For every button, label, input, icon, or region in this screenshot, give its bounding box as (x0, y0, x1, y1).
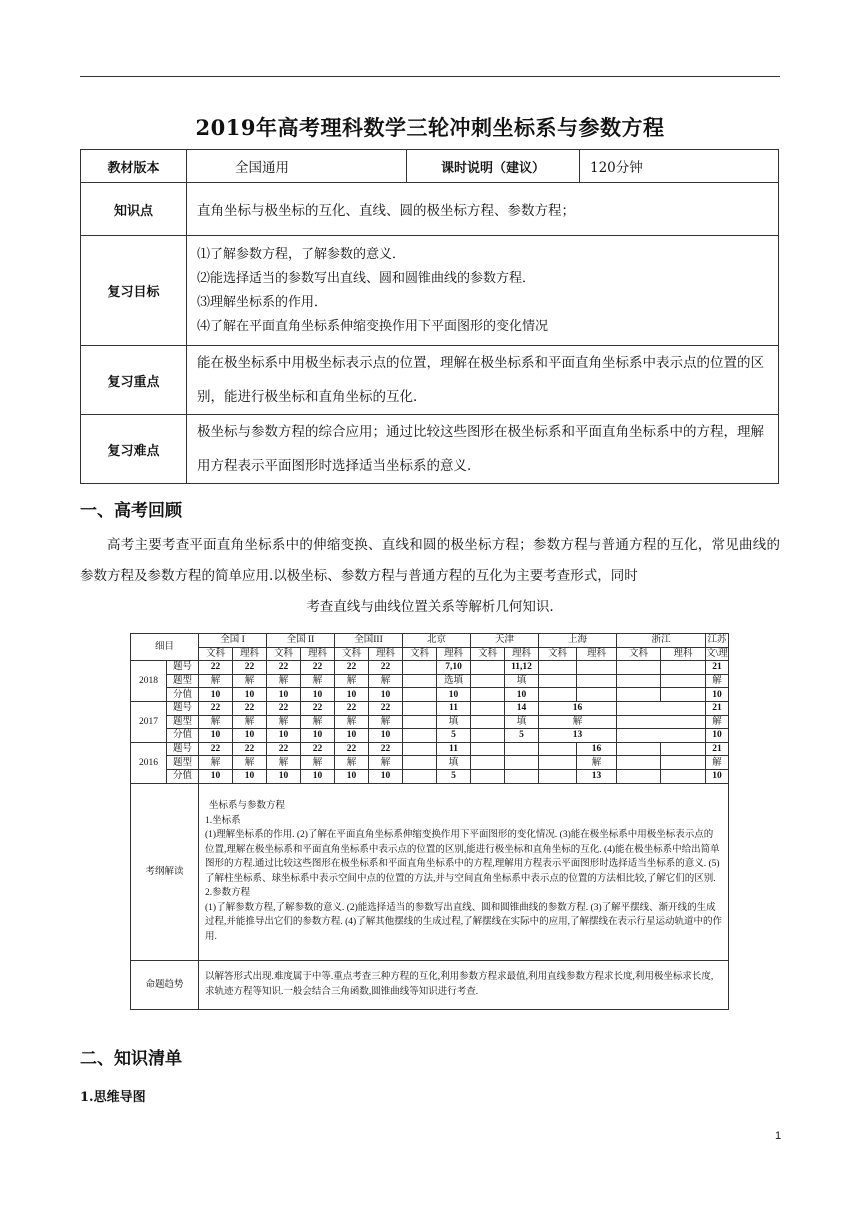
data-cell (661, 661, 706, 675)
hours-value: 120分钟 (580, 150, 779, 183)
data-cell: 解 (577, 756, 617, 770)
row-label: 题号 (167, 742, 199, 756)
goal-item: ⑷了解在平面直角坐标系伸缩变换作用下平面图形的变化情况 (197, 318, 549, 334)
syllabus-heading: 坐标系与参数方程 (209, 801, 286, 812)
data-cell: 22 (301, 742, 335, 756)
data-cell (505, 742, 539, 756)
syllabus-paragraph: (1)了解参数方程,了解参数的意义. (2)能选择适当的参数写出直线、圆和圆锥曲线的参数方程. (3)了解平摆线、渐开线的生成过程,并能推导出它们的参数方程. (4)了解其他摆线的生成过程,了解摆线在实际中的应用,了解摆线在表示行星运动轨道中的作用. (205, 902, 722, 942)
data-cell: 解 (706, 756, 729, 770)
data-cell: 10 (335, 769, 369, 783)
data-cell: 11 (437, 701, 471, 715)
data-cell: 填 (505, 674, 539, 688)
data-cell (471, 715, 505, 729)
year-cell: 2018 (131, 661, 167, 702)
data-cell: 22 (335, 742, 369, 756)
data-cell: 解 (199, 674, 233, 688)
difficulty-label: 复习难点 (81, 415, 187, 484)
data-cell (617, 701, 706, 715)
data-cell: 21 (706, 701, 729, 715)
subject-header: 文科 (335, 647, 369, 661)
data-cell: 16 (577, 742, 617, 756)
data-cell: 解 (233, 715, 267, 729)
trend-label: 命题趋势 (131, 960, 199, 1009)
data-cell: 22 (369, 742, 403, 756)
subject-header: 文科 (267, 647, 301, 661)
data-cell: 14 (505, 701, 539, 715)
data-cell: 解 (267, 715, 301, 729)
data-cell (617, 688, 661, 702)
region-header: 江苏 (707, 635, 727, 646)
data-cell (403, 661, 437, 675)
data-cell: 10 (301, 688, 335, 702)
row-label: 题型 (167, 674, 199, 688)
subject-header: 理科 (661, 647, 706, 661)
subject-header: 理科 (301, 647, 335, 661)
data-cell: 解 (267, 674, 301, 688)
subject-header: 文科 (471, 647, 505, 661)
data-cell (471, 701, 505, 715)
data-cell (403, 769, 437, 783)
data-cell: 22 (267, 701, 301, 715)
data-cell: 10 (267, 769, 301, 783)
data-cell: 10 (267, 688, 301, 702)
data-cell: 22 (267, 742, 301, 756)
data-cell (577, 688, 617, 702)
subject-header: 文科 (199, 647, 233, 661)
data-cell (617, 729, 706, 743)
document-title: 2019年高考理科数学三轮冲刺坐标系与参数方程 (195, 115, 665, 140)
data-cell: 13 (539, 729, 617, 743)
knowledge-value: 直角坐标与极坐标的互化、直线、圆的极坐标方程、参数方程； (187, 183, 779, 236)
row-label: 分值 (167, 769, 199, 783)
data-cell: 22 (199, 701, 233, 715)
data-cell (617, 769, 661, 783)
hours-label: 课时说明（建议） (407, 150, 580, 183)
header-rule (80, 76, 780, 77)
knowledge-label: 知识点 (81, 183, 187, 236)
data-cell (403, 688, 437, 702)
row-label: 题号 (167, 661, 199, 675)
data-cell (403, 742, 437, 756)
data-cell: 10 (233, 688, 267, 702)
data-cell: 解 (233, 674, 267, 688)
data-cell (471, 674, 505, 688)
exam-stats-table (130, 633, 729, 1010)
data-cell (539, 769, 577, 783)
data-cell: 22 (233, 661, 267, 675)
region-header: 全国III (335, 634, 403, 648)
corner-cell: 细目 (131, 634, 199, 661)
row-label: 分值 (167, 729, 199, 743)
data-cell (661, 688, 706, 702)
subject-header: 理科 (577, 647, 617, 661)
data-cell: 解 (369, 715, 403, 729)
data-cell: 21 (706, 661, 729, 675)
data-cell: 10 (437, 688, 471, 702)
data-cell (617, 756, 661, 770)
data-cell: 解 (301, 715, 335, 729)
goal-item: ⑶理解坐标系的作用． (197, 294, 328, 310)
year-cell: 2016 (131, 742, 167, 783)
data-cell: 5 (505, 729, 539, 743)
data-cell (617, 715, 706, 729)
goals-label: 复习目标 (81, 236, 187, 346)
data-cell: 解 (301, 674, 335, 688)
section-heading-knowledge: 二、知识清单 (80, 1049, 182, 1069)
data-cell: 22 (301, 701, 335, 715)
data-cell (577, 674, 617, 688)
syllabus-subheading: 2.参数方程 (205, 888, 251, 899)
data-cell: 22 (335, 701, 369, 715)
data-cell: 7,10 (437, 661, 471, 675)
data-cell: 13 (577, 769, 617, 783)
subject-header: 理科 (505, 647, 539, 661)
data-cell (403, 715, 437, 729)
data-cell (661, 674, 706, 688)
subject-header: 文科 (539, 647, 577, 661)
syllabus-content (199, 783, 729, 960)
data-cell: 填 (505, 715, 539, 729)
data-cell (505, 756, 539, 770)
row-label: 题型 (167, 756, 199, 770)
data-cell: 10 (369, 769, 403, 783)
data-cell: 10 (199, 769, 233, 783)
data-cell (403, 674, 437, 688)
data-cell (661, 756, 706, 770)
data-cell: 10 (706, 729, 729, 743)
data-cell (471, 729, 505, 743)
data-cell: 10 (199, 729, 233, 743)
data-cell: 22 (335, 661, 369, 675)
data-cell (471, 661, 505, 675)
data-cell: 解 (199, 756, 233, 770)
data-cell (539, 674, 577, 688)
goals-list (187, 236, 779, 346)
syllabus-paragraph: (1)理解坐标系的作用. (2)了解在平面直角坐标系伸缩变换作用下平面图形的变化情况. (3)能在极坐标系中用极坐标表示点的位置,理解在极坐标系和平面直角坐标系中表示点的位置的区别,能进行极坐标和直角坐标的互化. (4)能在极坐标系中给出简单图形的方程.通过比较这些图形在极坐标系和平面直角坐标系中的方程,理解用方程表示平面图形时选择适当坐标系的意义. (5)了解柱坐标系、球坐标系中表示空间中点的位置的方法,并与空间直角坐标系中表示点的位置的方法相比较,了解它们的区别. (205, 830, 720, 884)
data-cell (539, 661, 577, 675)
data-cell: 10 (301, 729, 335, 743)
region-header: 上海 (539, 634, 617, 648)
data-cell: 10 (335, 688, 369, 702)
data-cell: 解 (335, 756, 369, 770)
data-cell: 解 (706, 715, 729, 729)
data-cell: 21 (706, 742, 729, 756)
data-cell: 22 (369, 661, 403, 675)
region-header: 天津 (471, 634, 539, 648)
goal-item: ⑴了解参数方程，了解参数的意义． (197, 246, 406, 262)
data-cell (539, 688, 577, 702)
page-number: 1 (775, 1130, 782, 1142)
data-cell: 填 (437, 715, 471, 729)
data-cell: 10 (505, 688, 539, 702)
year-cell: 2017 (131, 701, 167, 742)
subject-header: 文\理 (706, 648, 728, 659)
row-label: 题号 (167, 701, 199, 715)
data-cell (661, 769, 706, 783)
syllabus-label: 考纲解读 (131, 783, 199, 960)
data-cell: 选填 (437, 674, 471, 688)
data-cell: 22 (233, 742, 267, 756)
data-cell: 解 (369, 674, 403, 688)
data-cell: 10 (369, 729, 403, 743)
data-cell (617, 742, 661, 756)
data-cell: 10 (267, 729, 301, 743)
data-cell: 22 (301, 661, 335, 675)
data-cell: 10 (335, 729, 369, 743)
data-cell (403, 701, 437, 715)
data-cell: 解 (301, 756, 335, 770)
data-cell: 16 (539, 701, 617, 715)
data-cell: 解 (199, 715, 233, 729)
data-cell: 5 (437, 769, 471, 783)
data-cell: 10 (199, 688, 233, 702)
data-cell: 10 (706, 769, 729, 783)
data-cell: 解 (335, 715, 369, 729)
data-cell (661, 742, 706, 756)
region-header: 全国 I (199, 634, 267, 648)
intro-paragraph: 高考主要考查平面直角坐标系中的伸缩变换、直线和圆的极坐标方程；参数方程与普通方程的互化，常见曲线的参数方程及参数方程的简单应用.以极坐标、参数方程与普通方程的互化为主要考查形式，同时 (80, 537, 780, 584)
focus-value: 能在极坐标系中用极坐标表示点的位置，理解在极坐标系和平面直角坐标系中表示点的位置的区别，能进行极坐标和直角坐标的互化． (187, 346, 779, 415)
data-cell (505, 769, 539, 783)
syllabus-subheading: 1.坐标系 (205, 815, 241, 826)
course-info-table (80, 149, 779, 484)
data-cell: 10 (369, 688, 403, 702)
focus-label: 复习重点 (81, 346, 187, 415)
edition-label: 教材版本 (81, 150, 187, 183)
data-cell (403, 756, 437, 770)
edition-value: 全国通用 (187, 150, 407, 183)
data-cell: 10 (301, 769, 335, 783)
data-cell (471, 742, 505, 756)
subject-header: 理科 (233, 647, 267, 661)
data-cell: 解 (233, 756, 267, 770)
region-header: 北京 (403, 634, 471, 648)
data-cell: 解 (369, 756, 403, 770)
data-cell (471, 688, 505, 702)
data-cell (539, 756, 577, 770)
data-cell: 10 (233, 769, 267, 783)
row-label: 题型 (167, 715, 199, 729)
data-cell: 22 (369, 701, 403, 715)
data-cell: 解 (267, 756, 301, 770)
subject-header: 理科 (437, 647, 471, 661)
data-cell (471, 769, 505, 783)
data-cell: 22 (199, 742, 233, 756)
row-label: 分值 (167, 688, 199, 702)
data-cell: 解 (706, 674, 729, 688)
data-cell: 解 (539, 715, 617, 729)
subsection-heading-mindmap: 1.思维导图 (80, 1090, 146, 1105)
difficulty-value: 极坐标与参数方程的综合应用；通过比较这些图形在极坐标系和平面直角坐标系中的方程，理解用方程表示平面图形时选择适当坐标系的意义． (187, 415, 779, 484)
data-cell: 10 (706, 688, 729, 702)
data-cell: 11 (437, 742, 471, 756)
trend-content: 以解答形式出现.难度属于中等.重点考查三种方程的互化,利用参数方程求最值,利用直线参数方程求长度,利用极坐标求长度,求轨迹方程等知识.一般会结合三角函数,圆锥曲线等知识进行考查. (199, 960, 729, 1009)
data-cell: 解 (335, 674, 369, 688)
data-cell: 10 (233, 729, 267, 743)
data-cell (539, 742, 577, 756)
data-cell: 5 (437, 729, 471, 743)
subject-header: 文科 (617, 647, 661, 661)
subject-header: 文科 (403, 647, 437, 661)
data-cell (577, 661, 617, 675)
data-cell (403, 729, 437, 743)
region-header: 全国 II (267, 634, 335, 648)
data-cell: 22 (233, 701, 267, 715)
subject-header: 理科 (369, 647, 403, 661)
data-cell (617, 674, 661, 688)
data-cell (617, 661, 661, 675)
section-heading-review: 一、高考回顾 (80, 501, 182, 521)
intro-paragraph-end: 考查直线与曲线位置关系等解析几何知识. (306, 599, 554, 615)
data-cell: 22 (199, 661, 233, 675)
goal-item: ⑵能选择适当的参数写出直线、圆和圆锥曲线的参数方程． (197, 270, 536, 286)
data-cell: 22 (267, 661, 301, 675)
region-header: 浙江 (617, 634, 706, 648)
data-cell: 11,12 (505, 661, 539, 675)
data-cell (471, 756, 505, 770)
data-cell: 填 (437, 756, 471, 770)
